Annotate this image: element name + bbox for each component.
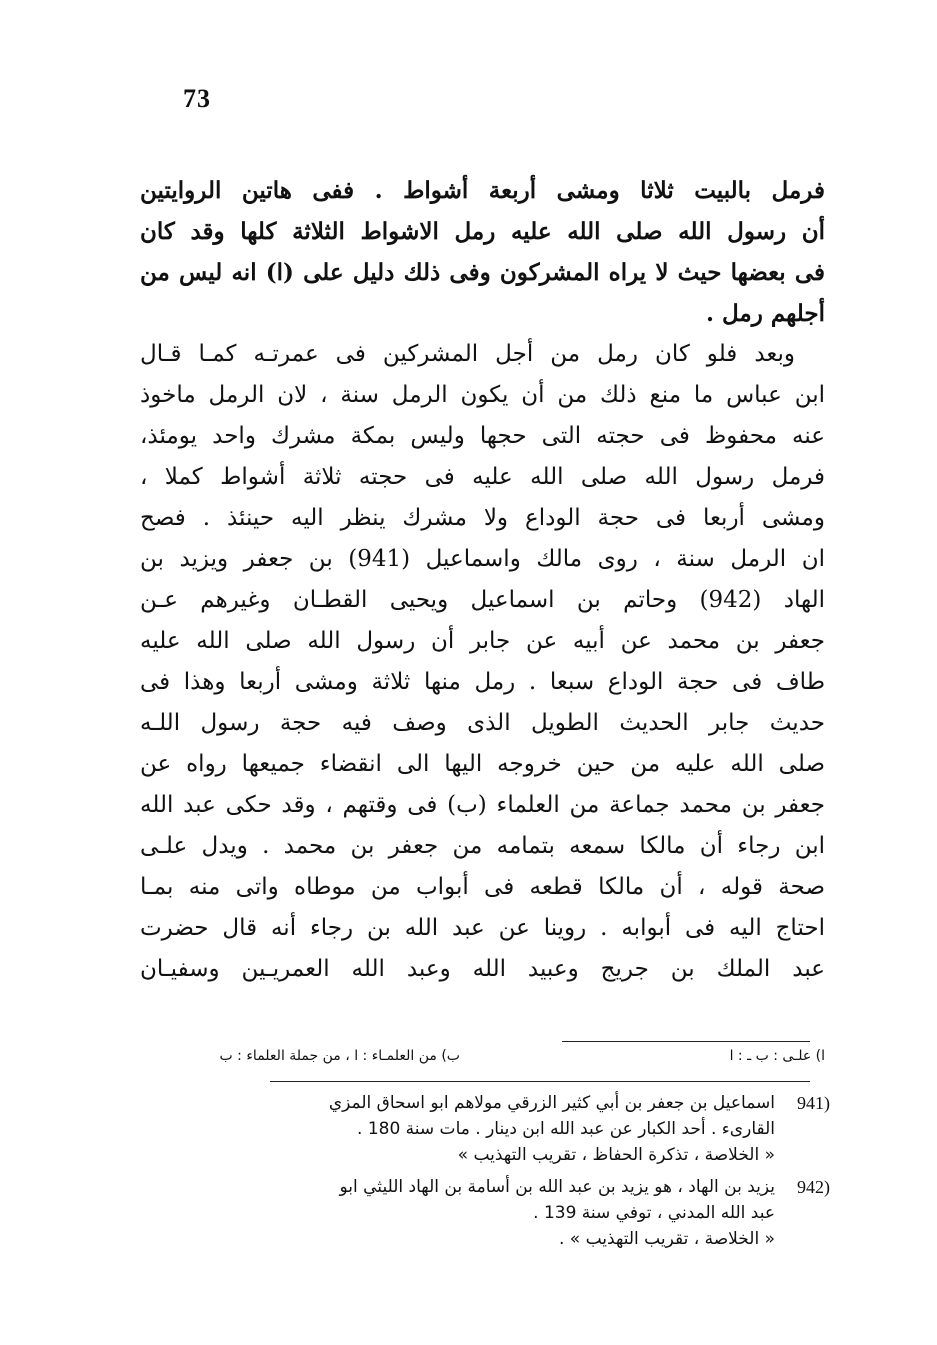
text-line: وبعد فلو كان رمل من أجل المشركين فى عمرتـه كمـا قـال — [140, 341, 795, 367]
footnote-entry-941 — [135, 1090, 830, 1168]
footnote-number: 941) — [797, 1093, 830, 1113]
text-line: أجلهم رمل . — [706, 300, 825, 327]
text-line: طاف فى حجة الوداع سبعا . رمل منها ثلاثة ومشى أربعا وهذا فى — [140, 669, 825, 695]
biographical-footnotes — [135, 1090, 830, 1258]
text-line: صحة قوله ، أن مالكا قطعه فى أبواب من موطاه واتى منه بمـا — [140, 874, 825, 900]
text-line: فرمل بالبيت ثلاثا ومشى أربعة أشواط . ففى هاتين الروايتين — [140, 177, 825, 204]
text-line: عنه محفوظ فى حجته التى حجها وليس بمكة مشرك واحد يومئذ، — [140, 423, 825, 449]
textual-notes — [140, 1048, 825, 1074]
footnote-divider-2 — [270, 1081, 810, 1082]
main-text — [140, 170, 825, 990]
text-line: حديث جابر الحديث الطويل الذى وصف فيه حجة رسول اللـه — [140, 710, 825, 736]
text-line: عبد الملك بن جريج وعبيد الله وعبد الله العمريـين وسفيـان — [140, 956, 825, 982]
footnote-entry-942 — [135, 1174, 830, 1252]
text-line: جعفر بن محمد عن أبيه عن جابر أن رسول الله صلى الله عليه — [140, 628, 825, 654]
text-line: أن رسول الله صلى الله عليه رمل الاشواط الثلاثة كلها وقد كان — [140, 218, 825, 245]
note-b: ب) من العلمـاء : ا ، من جملة العلماء : ب — [219, 1048, 460, 1064]
footnote-line: اسماعيل بن جعفر بن أبي كثير الزرقي مولاهم ابو اسحاق المزي — [328, 1093, 775, 1113]
text-line: فى بعضها حيث لا يراه المشركون وفى ذلك دليل على (ا) انه ليس من — [140, 259, 825, 286]
text-line: الهاد (942) وحاتم بن اسماعيل ويحيى القطـان وغيرهم عـن — [140, 587, 825, 613]
text-line: ان الرمل سنة ، روى مالك واسماعيل (941) بن جعفر ويزيد بن — [140, 546, 825, 572]
note-a: ا) علـى : ب ـ : ا — [729, 1048, 825, 1064]
footnote-line: يزيد بن الهاد ، هو يزيد بن عبد الله بن أسامة بن الهاد الليثي ابو — [339, 1177, 775, 1197]
footnote-line: عبد الله المدني ، توفي سنة 139 . — [533, 1203, 775, 1223]
footnote-line: « الخلاصة ، تذكرة الحفاظ ، تقريب التهذيب » — [457, 1145, 775, 1165]
footnote-divider — [562, 1041, 810, 1042]
page-number: 73 — [183, 84, 211, 113]
text-line: فرمل رسول الله صلى الله عليه فى حجته ثلاثة أشواط كملا ، — [140, 464, 825, 490]
text-line: صلى الله عليه من حين خروجه اليها الى انقضاء جميعها رواه عن — [140, 751, 825, 777]
footnote-number: 942) — [797, 1177, 830, 1197]
text-line: ومشى أربعا فى حجة الوداع ولا مشرك ينظر اليه حينئذ . فصح — [140, 505, 825, 531]
text-line: احتاج اليه فى أبوابه . روينا عن عبد الله بن رجاء أنه قال حضرت — [140, 915, 825, 941]
text-line: جعفر بن محمد جماعة من العلماء (ب) فى وقتهم ، وقد حكى عبد الله — [140, 792, 825, 818]
text-line: ابن رجاء أن مالكا سمعه بتمامه من جعفر بن محمد . ويدل علـى — [140, 833, 825, 859]
footnote-line: القارىء . أحد الكبار عن عبد الله ابن دينار . مات سنة 180 . — [357, 1119, 775, 1139]
text-line: ابن عباس ما منع ذلك من أن يكون الرمل سنة ، لان الرمل ماخوذ — [140, 382, 825, 408]
footnote-line: « الخلاصة ، تقريب التهذيب » . — [558, 1229, 775, 1249]
